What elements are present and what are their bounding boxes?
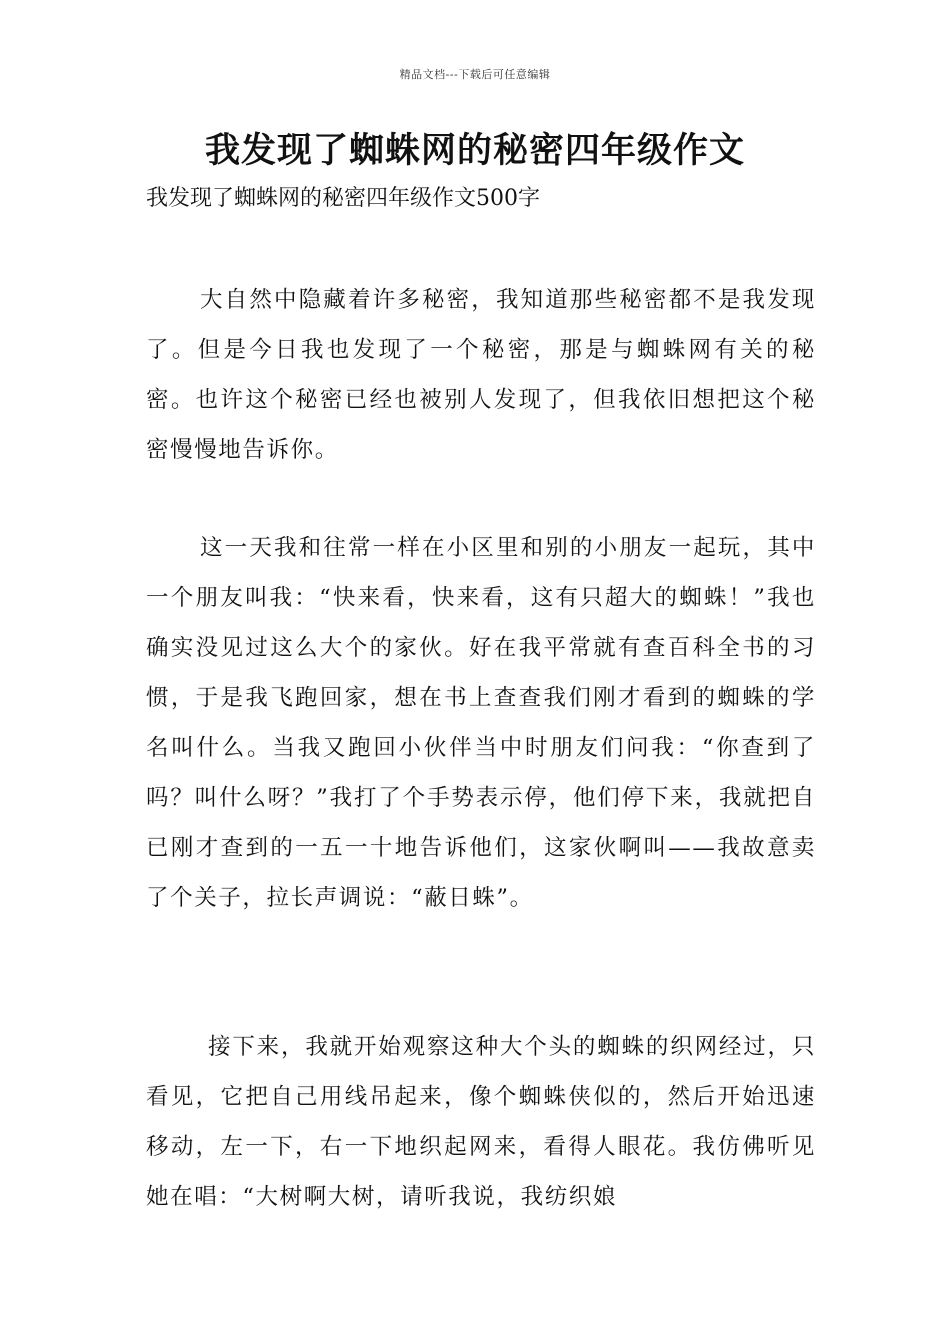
document-subtitle: 我发现了蜘蛛网的秘密四年级作文500字 — [146, 186, 540, 211]
document-title: 我发现了蜘蛛网的秘密四年级作文 — [204, 131, 745, 171]
paragraph: 接下来，我就开始观察这种大个头的蜘蛛的织网经过，只看见，它把自己用线吊起来，像个蜘蛛侠似的，然后开始迅速移动，左一下，右一下地织起网来，看得人眼花。我仿佛听见她在唱：“大树啊大树，请听我说，我纺织娘 — [146, 1034, 816, 1210]
header-note: 精品文档---下载后可任意编辑 — [399, 68, 551, 81]
paragraph: 大自然中隐藏着许多秘密，我知道那些秘密都不是我发现了。但是今日我也发现了一个秘密，那是与蜘蛛网有关的秘密。也许这个秘密已经也被别人发现了，但我依旧想把这个秘密慢慢地告诉你。 — [146, 287, 816, 463]
paragraph: 这一天我和往常一样在小区里和别的小朋友一起玩，其中一个朋友叫我：“快来看，快来看，这有只超大的蜘蛛！”我也确实没见过这么大个的家伙。好在我平常就有查百科全书的习惯，于是我飞跑回家，想在书上查查我们刚才看到的蜘蛛的学名叫什么。当我又跑回小伙伴当中时朋友们问我：“你查到了吗？叫什么呀？”我打了个手势表示停，他们停下来，我就把自已刚才查到的一五一十地告诉他们，这家伙啊叫——我故意卖了个关子，拉长声调说：“蔽日蛛”。 — [146, 535, 816, 911]
